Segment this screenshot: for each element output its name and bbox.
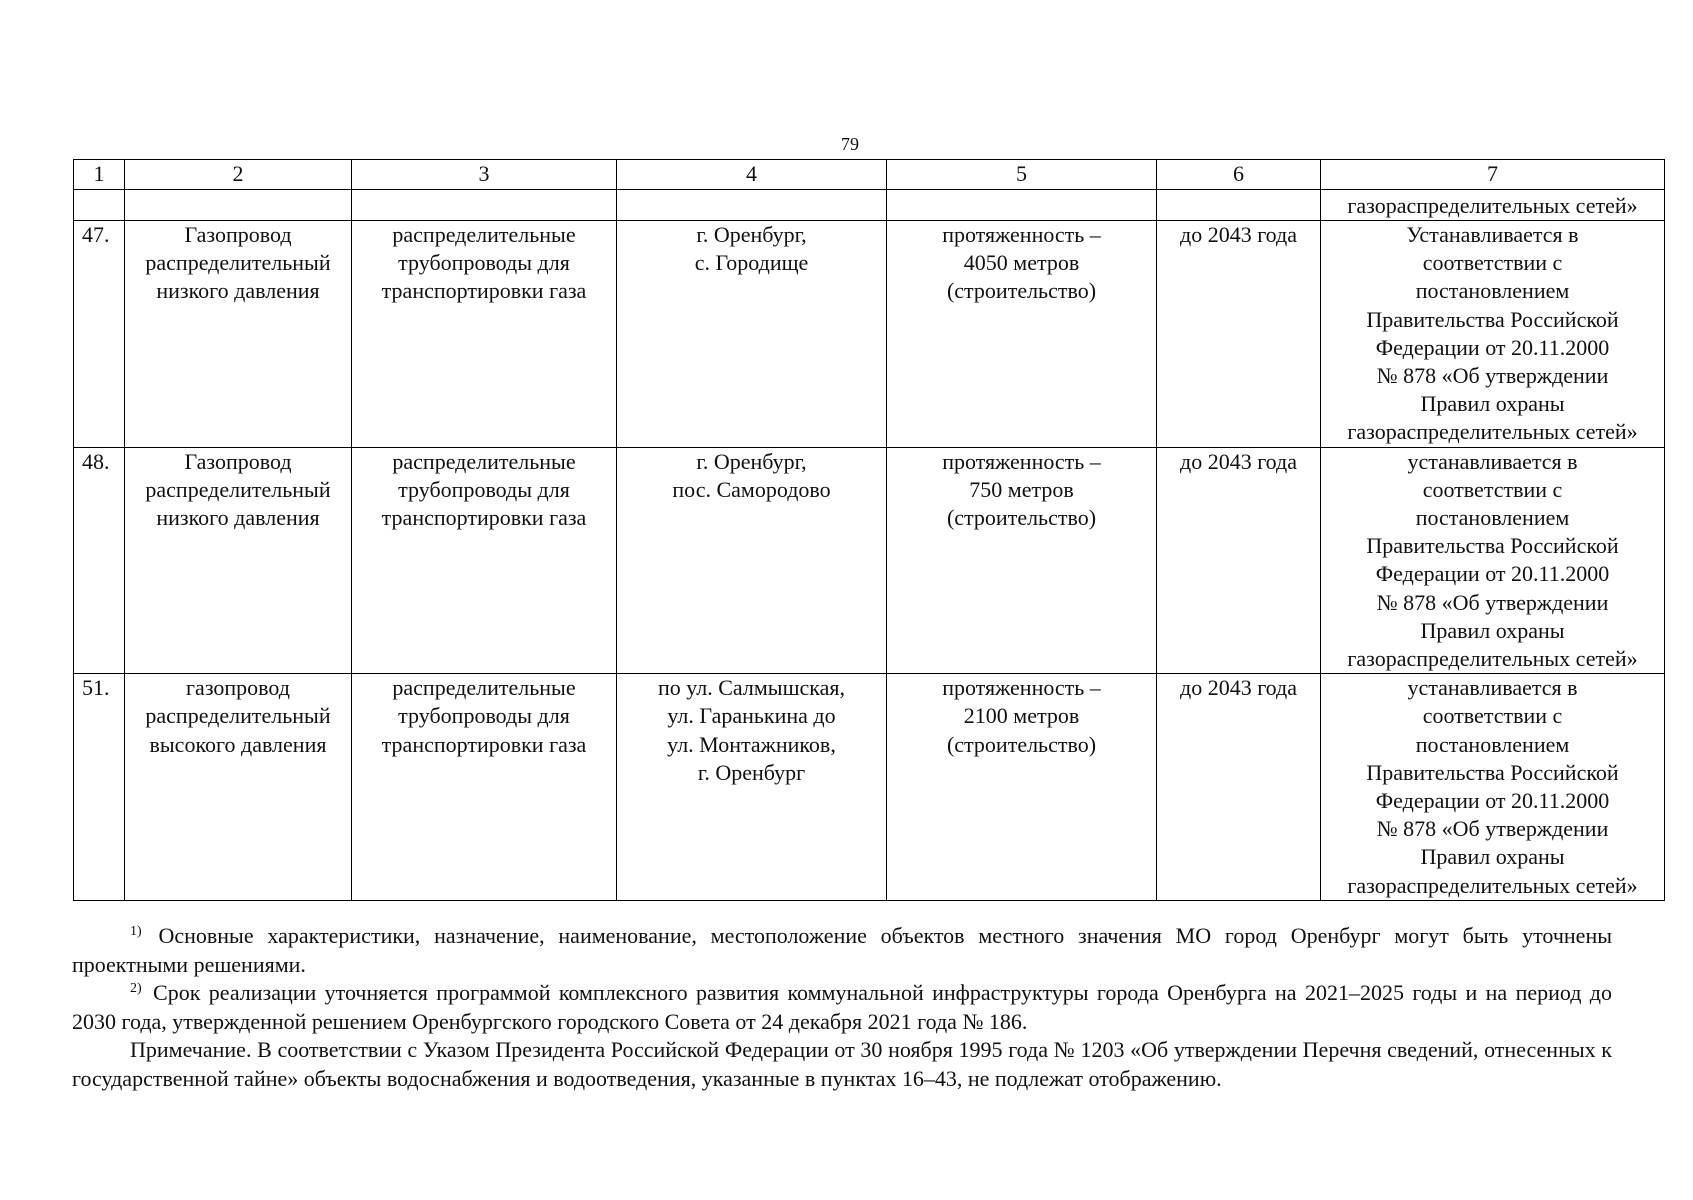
object-characteristics-line: (строительство) — [946, 731, 1097, 757]
implementation-term — [1157, 221, 1321, 448]
zone-description-line: постановлением — [1415, 731, 1570, 757]
row-number — [74, 221, 125, 448]
object-location-line: по ул. Салмышская, — [657, 675, 846, 701]
page-number: 79 — [841, 134, 859, 154]
zone-description-line: постановлением — [1415, 278, 1570, 304]
cont-cell-4 — [617, 190, 887, 221]
object-purpose-line: трубопроводы для — [398, 250, 570, 276]
object-name-line: распределительный — [145, 476, 331, 502]
object-characteristics-line: 2100 метров — [963, 703, 1080, 729]
zone-description-line: газораспределительных сетей» — [1347, 646, 1638, 672]
implementation-term-line: до 2043 года — [1180, 448, 1297, 474]
object-characteristics-line: протяженность – — [942, 675, 1101, 701]
zone-description-line: Правил охраны — [1420, 844, 1565, 870]
object-name-line: распределительный — [145, 250, 331, 276]
zone-description-line: Правительства Российской — [1366, 533, 1619, 559]
object-location-line: г. Оренбург, — [696, 222, 807, 247]
table-row — [74, 447, 1665, 674]
footnotes — [72, 922, 1612, 1093]
object-name — [125, 221, 352, 448]
object-name-line: газопровод — [186, 675, 290, 701]
object-purpose-line: распределительные — [392, 448, 576, 474]
footnote-2 — [72, 979, 1612, 1036]
zone-description-line: № 878 «Об утверждении — [1376, 363, 1609, 389]
footnote-1-marker: 1) — [130, 923, 142, 939]
header-col-2: 2 — [125, 160, 352, 190]
object-location-line: ул. Гаранькина до — [667, 703, 836, 729]
object-purpose-line: трубопроводы для — [398, 476, 570, 502]
row-number-line: 48. — [82, 448, 110, 474]
zone-description — [1321, 221, 1665, 448]
header-col-5: 5 — [887, 160, 1157, 190]
zone-description-line: № 878 «Об утверждении — [1376, 816, 1609, 842]
zone-description-line: Правил охраны — [1420, 391, 1565, 417]
continuation-row — [74, 190, 1665, 221]
zone-description-line: газораспределительных сетей» — [1347, 419, 1638, 445]
zone-description-line: соответствии с — [1422, 250, 1563, 276]
remark: Примечание. В соответствии с Указом Президента Российской Федерации от 30 ноября 1995 года № 1203 «Об утверждении Перечня сведений, отнесенных к государственной тайне» объекты водоснабжения и водоотведения, указанные в пунктах 16–43, не подлежат отображению. — [72, 1037, 1612, 1091]
object-characteristics-line: (строительство) — [946, 505, 1097, 531]
object-name-line: Газопровод — [184, 448, 292, 474]
object-purpose-line: транспортировки газа — [381, 731, 587, 757]
cont-cell-2 — [125, 190, 352, 221]
object-purpose-line: распределительные — [392, 222, 576, 247]
header-col-1: 1 — [74, 160, 125, 190]
zone-description-line: Федерации от 20.11.2000 — [1375, 334, 1610, 360]
object-location-line: с. Городище — [694, 250, 809, 276]
zone-description — [1321, 447, 1665, 674]
implementation-term-line: до 2043 года — [1180, 675, 1297, 701]
object-purpose — [352, 447, 617, 674]
footnote-1 — [72, 922, 1612, 979]
object-name-line: низкого давления — [156, 505, 320, 531]
zone-description-line: соответствии с — [1422, 476, 1563, 502]
implementation-term — [1157, 447, 1321, 674]
zone-description — [1321, 674, 1665, 901]
object-characteristics-line: 4050 метров — [963, 250, 1080, 276]
object-location-line: ул. Монтажников, — [667, 731, 836, 757]
zone-description-line: Федерации от 20.11.2000 — [1375, 561, 1610, 587]
zone-description-line: устанавливается в — [1407, 448, 1578, 474]
header-row — [74, 160, 1665, 190]
object-characteristics — [887, 447, 1157, 674]
object-location-line: г. Оренбург — [697, 759, 806, 785]
object-location-line: пос. Самородово — [672, 476, 831, 502]
object-characteristics-line: 750 метров — [969, 476, 1074, 502]
zone-description-line: Федерации от 20.11.2000 — [1375, 788, 1610, 814]
cont-cell-1 — [74, 190, 125, 221]
zone-description-line: № 878 «Об утверждении — [1376, 589, 1609, 615]
object-location — [617, 674, 887, 901]
zone-description-line: устанавливается в — [1407, 675, 1578, 701]
cont-cell-3 — [352, 190, 617, 221]
row-number-line: 47. — [82, 222, 110, 247]
zone-description-line: Правительства Российской — [1366, 759, 1619, 785]
object-name-line: низкого давления — [156, 278, 320, 304]
object-purpose-line: транспортировки газа — [381, 505, 587, 531]
object-name — [125, 674, 352, 901]
row-number — [74, 674, 125, 901]
object-characteristics — [887, 674, 1157, 901]
object-purpose-line: трубопроводы для — [398, 703, 570, 729]
object-name — [125, 447, 352, 674]
object-characteristics-line: протяженность – — [942, 222, 1101, 247]
header-col-4: 4 — [617, 160, 887, 190]
zone-description-line: соответствии с — [1422, 703, 1563, 729]
table-row — [74, 221, 1665, 448]
object-location — [617, 447, 887, 674]
objects-table — [73, 159, 1665, 901]
table-row — [74, 674, 1665, 901]
object-characteristics-line: (строительство) — [946, 278, 1097, 304]
zone-description-line: Правительства Российской — [1366, 306, 1619, 332]
header-col-6: 6 — [1157, 160, 1321, 190]
zone-description-line: постановлением — [1415, 505, 1570, 531]
object-characteristics — [887, 221, 1157, 448]
object-purpose — [352, 674, 617, 901]
footnote-1-text: Основные характеристики, назначение, наименование, местоположение объектов местного значения МО город Оренбург могут быть уточнены проектными решениями. — [72, 923, 1613, 977]
object-name-line: Газопровод — [184, 222, 292, 247]
object-characteristics-line: протяженность – — [942, 448, 1101, 474]
continuation-text: газораспределительных сетей» — [1321, 190, 1665, 221]
header-col-3: 3 — [352, 160, 617, 190]
implementation-term-line: до 2043 года — [1180, 222, 1297, 247]
object-purpose — [352, 221, 617, 448]
object-name-line: распределительный — [145, 703, 331, 729]
zone-description-line: газораспределительных сетей» — [1347, 872, 1638, 898]
object-location — [617, 221, 887, 448]
row-number — [74, 447, 125, 674]
zone-description-line: Устанавливается в — [1406, 222, 1579, 247]
object-name-line: высокого давления — [149, 731, 327, 757]
header-col-7: 7 — [1321, 160, 1665, 190]
footnote-2-marker: 2) — [130, 980, 142, 996]
zone-description-line: Правил охраны — [1420, 617, 1565, 643]
object-location-line: г. Оренбург, — [696, 448, 807, 474]
row-number-line: 51. — [82, 675, 110, 701]
cont-cell-6 — [1157, 190, 1321, 221]
object-purpose-line: транспортировки газа — [381, 278, 587, 304]
footnote-2-text: Срок реализации уточняется программой комплексного развития коммунальной инфраструктуры города Оренбурга на 2021–2025 годы и на период до 2030 года, утвержденной решением Оренбургского городского Совета от 24 декабря 2021 года № 186. — [72, 980, 1613, 1034]
object-purpose-line: распределительные — [392, 675, 576, 701]
implementation-term — [1157, 674, 1321, 901]
cont-cell-5 — [887, 190, 1157, 221]
